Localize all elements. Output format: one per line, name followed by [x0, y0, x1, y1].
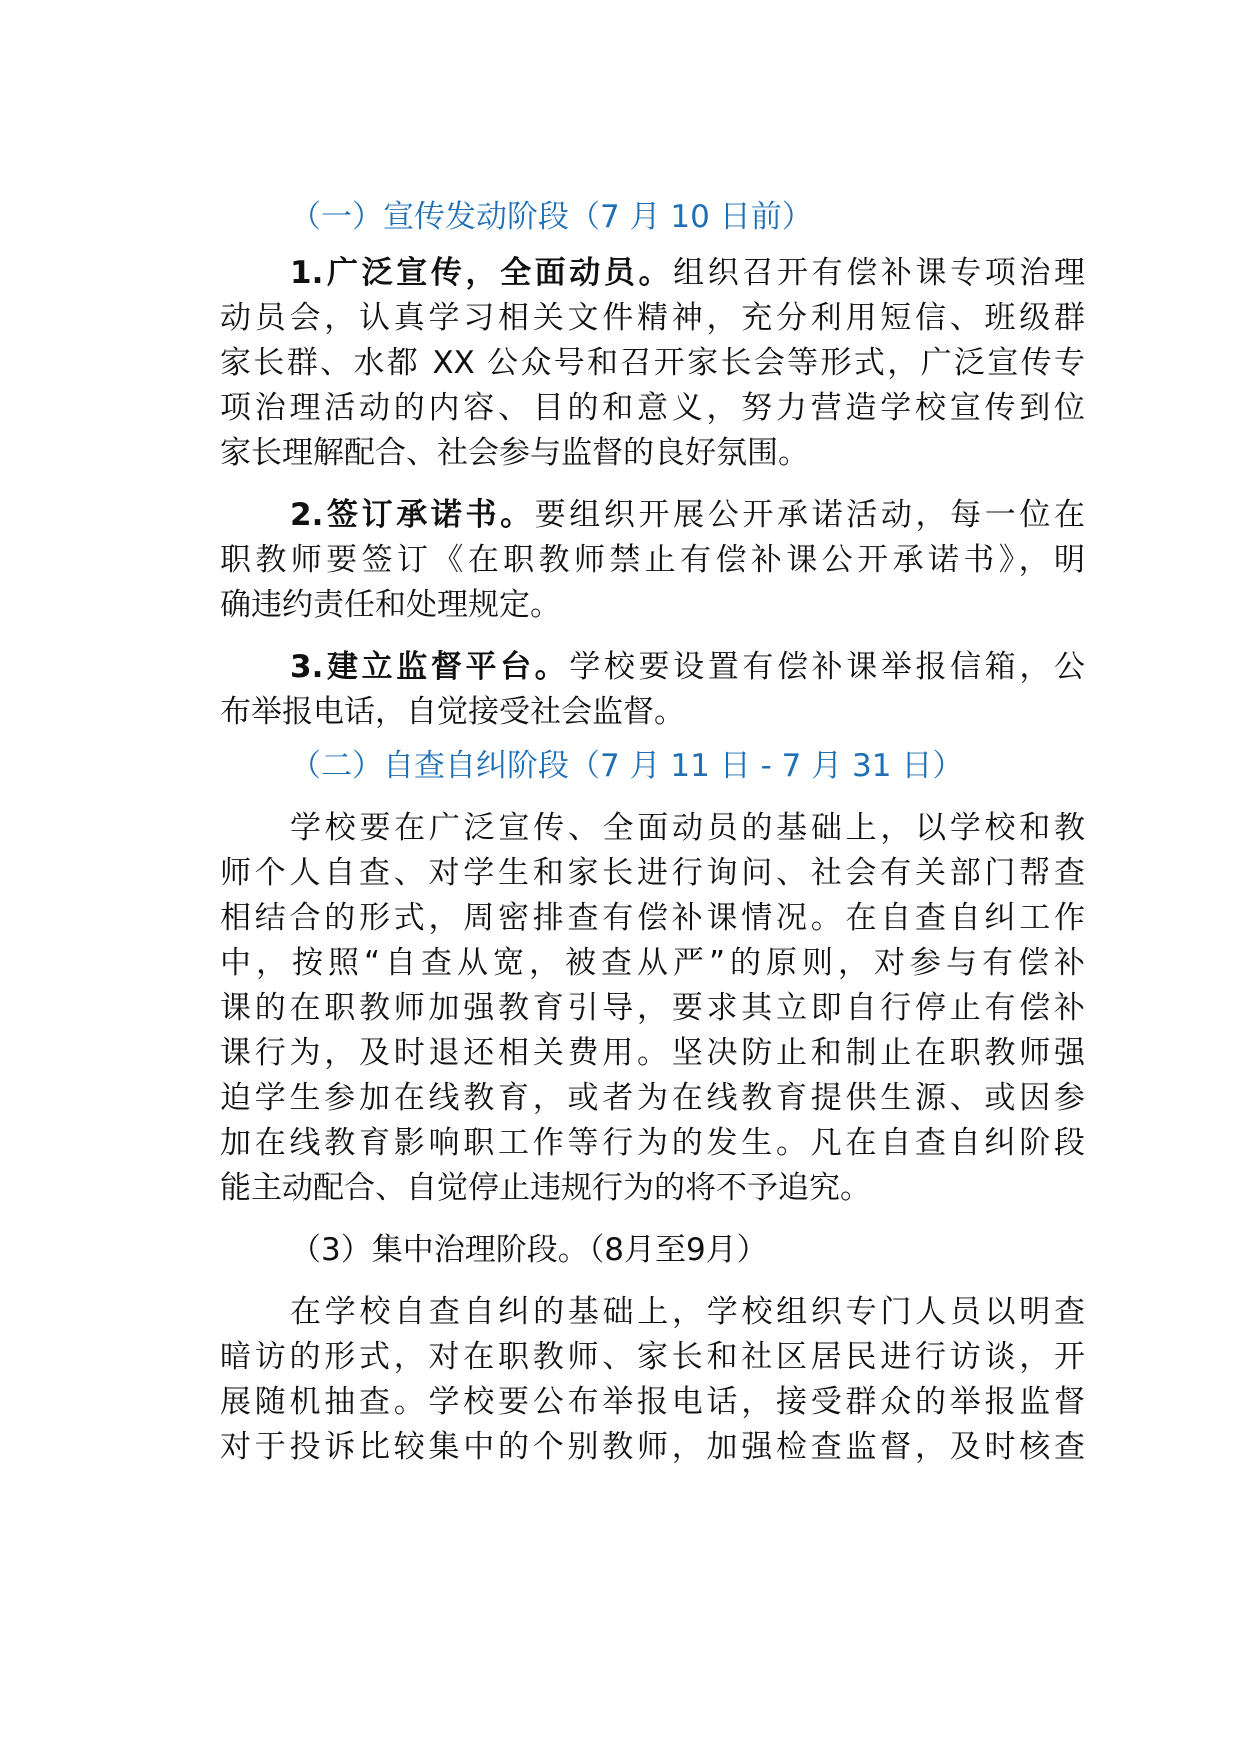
- item-3-first-line-text: 学校要设置有偿补课举报信箱，公: [569, 649, 1085, 685]
- section-2-heading: （二）自查自纠阶段（7 月 11 日 - 7 月 31 日）: [290, 748, 964, 784]
- item-2-line: 职教师要签订《在职教师禁止有偿补课公开承诺书》，明: [220, 542, 1085, 578]
- section-2-paragraph: [220, 806, 1085, 1211]
- section-2-line: 课行为，及时退还相关费用。坚决防止和制止在职教师强: [220, 1035, 1085, 1071]
- section-3-line: 在学校自查自纠的基础上，学校组织专门人员以明查: [290, 1294, 1085, 1330]
- item-1-line: 动员会，认真学习相关文件精神，充分利用短信、班级群: [220, 300, 1085, 336]
- item-3-title: 3.建立监督平台。: [290, 649, 570, 685]
- item-3-first-line: [220, 645, 1085, 690]
- section-3-line: 展随机抽查。学校要公布举报电话，接受群众的举报监督: [220, 1384, 1085, 1420]
- item-1-first-line: [220, 251, 1085, 296]
- item-2-first-line-text: 要组织开展公开承诺活动，每一位在: [534, 497, 1085, 533]
- item-2-line: 确违约责任和处理规定。: [220, 587, 561, 623]
- section-1-heading: （一）宣传发动阶段（7 月 10 日前）: [290, 199, 813, 235]
- section-2-line: 学校要在广泛宣传、全面动员的基础上，以学校和教: [290, 810, 1085, 846]
- section-3-paragraph: [220, 1290, 1085, 1470]
- item-1-first-line-text: 组织召开有偿补课专项治理: [673, 255, 1085, 291]
- item-1-line: 家长群、水都 XX 公众号和召开家长会等形式，广泛宣传专: [220, 345, 1085, 381]
- section-2-line: 迫学生参加在线教育，或者为在线教育提供生源、或因参: [220, 1080, 1085, 1116]
- section-2-line: 相结合的形式，周密排查有偿补课情况。在自查自纠工作: [220, 900, 1085, 936]
- section-2-line: 加在线教育影响职工作等行为的发生。凡在自查自纠阶段: [220, 1125, 1085, 1161]
- section-1-item-2: [220, 493, 1085, 628]
- section-3-line: 对于投诉比较集中的个别教师，加强检查监督，及时核查: [220, 1429, 1085, 1465]
- item-2-first-line: [220, 493, 1085, 538]
- section-2-line: 师个人自查、对学生和家长进行询问、社会有关部门帮查: [220, 855, 1085, 891]
- item-1-title: 1.广泛宣传，全面动员。: [290, 255, 674, 291]
- section-2-line: 中，按照“自查从宽，被查从严”的原则，对参与有偿补: [220, 945, 1085, 981]
- section-2-line: 课的在职教师加强教育引导，要求其立即自行停止有偿补: [220, 990, 1085, 1026]
- section-3-line: 暗访的形式，对在职教师、家长和社区居民进行访谈，开: [220, 1339, 1085, 1375]
- section-3-heading: （3）集中治理阶段。（8月至9月）: [290, 1232, 768, 1268]
- item-1-line: 家长理解配合、社会参与监督的良好氛围。: [220, 435, 809, 471]
- item-1-line: 项治理活动的内容、目的和意义，努力营造学校宣传到位: [220, 390, 1085, 426]
- section-2-line: 能主动配合、自觉停止违规行为的将不予追究。: [220, 1170, 871, 1206]
- item-2-title: 2.签订承诺书。: [290, 497, 535, 533]
- section-1-item-3: [220, 645, 1085, 735]
- section-1-item-1: [220, 251, 1085, 476]
- document-page: [220, 195, 1085, 1470]
- item-3-line: 布举报电话，自觉接受社会监督。: [220, 694, 685, 730]
